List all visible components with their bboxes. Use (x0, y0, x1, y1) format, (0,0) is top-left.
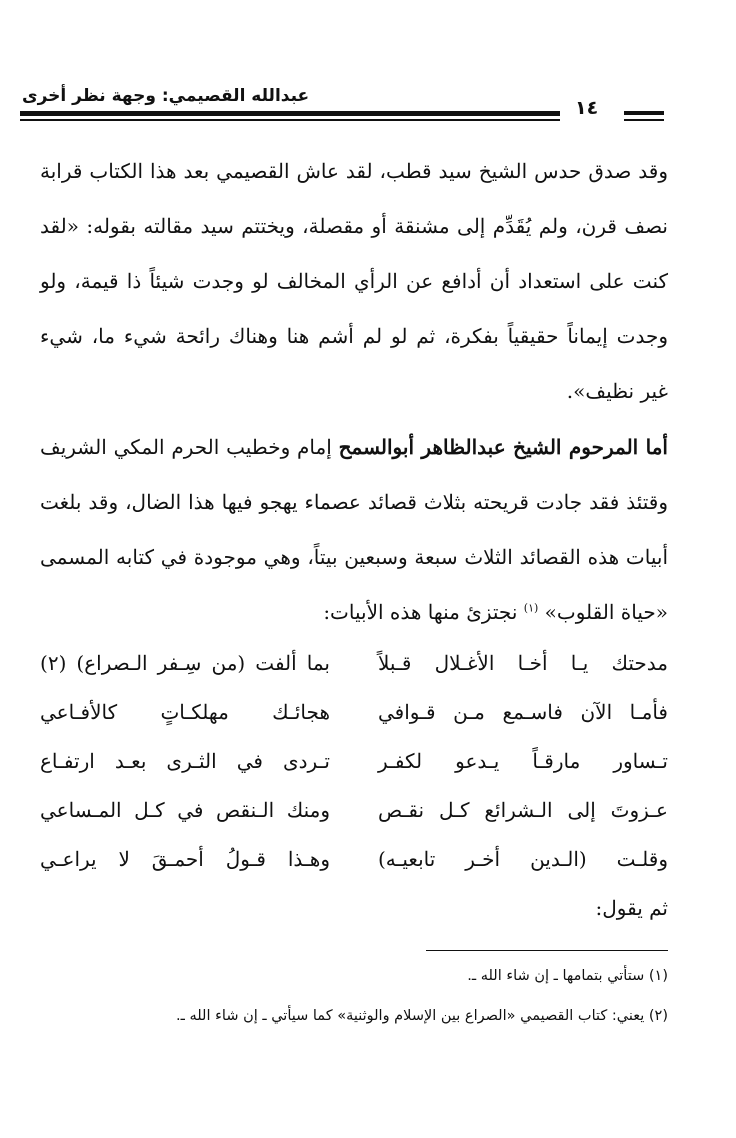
verse-second-hemistich: هجائـك مهلكـاتٍ كالأفـاعي (40, 700, 330, 724)
verse-first-hemistich: عـزوتَ إلى الـشرائع كـل نقـص (378, 798, 668, 822)
verse-first-hemistich: مدحتك يـا أخـا الأغـلال قـبلاً (378, 651, 668, 675)
verse-row (40, 692, 668, 741)
verse-second-hemistich: وهـذا قـولُ أحمـقَ لا يراعـي (40, 847, 330, 871)
verse-first-hemistich: فأمـا الآن فاسـمع مـن قـوافي (378, 700, 668, 724)
footnote-ref-1: (١) (523, 601, 539, 615)
page-number-dash-bottom (624, 119, 664, 121)
verse-row (40, 790, 668, 839)
footnote-separator (426, 950, 668, 951)
verse-row (40, 839, 668, 888)
paragraph-2-text: إمام وخطيب الحرم المكي الشريف وقتئذ فقد جادت قريحته بثلاث قصائد عصماء يهجو فيها هذا الضال، وقد بلغت أبيات هذه القصائد الثلاث سبعة وسبعين بيتاً، وهي موجودة في كتابه المسمى «حياة القلوب» (40, 435, 668, 624)
page-number-dash-top (624, 111, 664, 115)
verse-row (40, 741, 668, 790)
header-rule-thin (20, 119, 560, 121)
poem-verses (40, 643, 668, 888)
verse-second-hemistich: بما ألفت (من سِـفر الـصراع) (٢) (40, 651, 330, 675)
footnote-2: (٢) يعني: كتاب القصيمي «الصراع بين الإسلام والوثنية» كما سيأتي ـ إن شاء الله ـ. (175, 1008, 668, 1024)
paragraph-2 (40, 420, 668, 640)
running-title: عبدالله القصيمي: وجهة نظر أخرى (22, 86, 310, 106)
paragraph-2-lead: أما المرحوم الشيخ عبدالظاهر أبوالسمح (338, 435, 668, 459)
paragraph-2-tail: نجتزئ منها هذه الأبيات: (323, 600, 524, 624)
verse-second-hemistich: ومنك الـنقص في كـل المـساعي (40, 798, 330, 822)
then-says-line: ثم يقول: (595, 896, 668, 920)
verse-first-hemistich: تـساور مارقـاً يـدعو لكفـر (378, 749, 668, 773)
verse-second-hemistich: تـردى في الثـرى بعـد ارتفـاع (40, 749, 330, 773)
paragraph-1: وقد صدق حدس الشيخ سيد قطب، لقد عاش القصيمي بعد هذا الكتاب قرابة نصف قرن، ولم يُقَدِّم إلى مشنقة أو مقصلة، ويختتم سيد مقالته بقوله: «لقد كنت على استعداد أن أدافع عن الرأي المخالف لو وجدت شيئاً ذا قيمة، ولو وجدت إيماناً حقيقياً بفكرة، ثم لو لم أشم هنا وهناك رائحة شيء ما، شيء غير نظيف». (40, 159, 668, 403)
verse-first-hemistich: وقلـت (الـدين أخـر تابعيـه) (378, 847, 668, 871)
page-number: ١٤ (575, 97, 599, 119)
footnote-1: (١) ستأتي بتمامها ـ إن شاء الله ـ. (467, 968, 668, 984)
verse-row (40, 643, 668, 692)
header-rule-thick (20, 111, 560, 116)
